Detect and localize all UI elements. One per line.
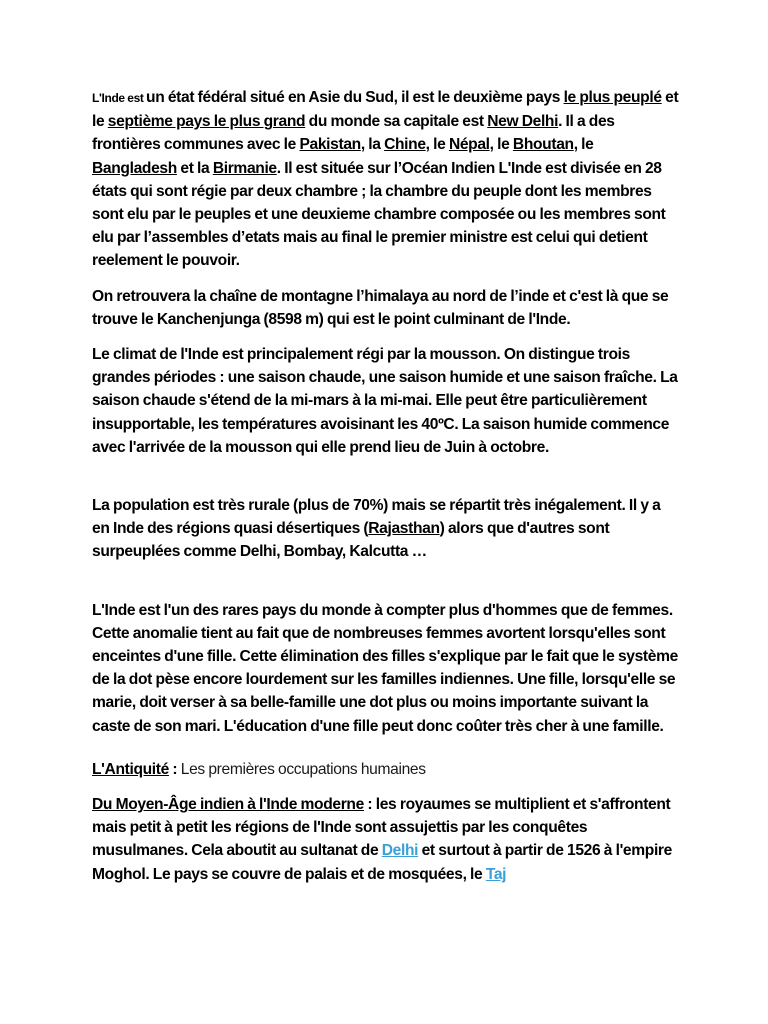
- link-rajasthan[interactable]: Rajasthan: [368, 520, 440, 538]
- text-segment: . Il est située sur l’Océan Indien L'Inde est divisée en 28 états qui sont régie par deux chambre ; la chambre du peuple dont les membres sont elu par le peuples et une deuxieme chambre composée ou les membres sont elu par l’assembles d’etats mais au final le premier ministre est celui qui detient reelement le pouvoir.: [92, 159, 666, 270]
- document-page: [92, 86, 680, 898]
- paragraph-demographics: L'Inde est l'un des rares pays du monde à compter plus d'hommes que de femmes. Cette anomalie tient au fait que de nombreuses femmes avortent lorsqu'elles sont enceintes d'une fille. Cette élimination des filles s'explique par le fait que le système de la dot pèse encore lourdement sur les familles indiennes. Une fille, lorsqu'elle se marie, doit verser à sa belle-famille une dot plus ou moins importante suivant la caste de son mari. L'éducation d'une fille peut donc coûter très cher à une famille.: [92, 601, 678, 735]
- text-segment: :: [168, 760, 181, 778]
- link-septieme-pays[interactable]: septième pays le plus grand: [107, 113, 306, 131]
- text-segment: , la: [360, 136, 385, 154]
- link-chine[interactable]: Chine: [384, 136, 426, 154]
- paragraph-geography: [92, 86, 680, 273]
- link-birmanie[interactable]: Birmanie: [212, 159, 277, 177]
- paragraph-antiquite: [92, 758, 680, 781]
- link-delhi[interactable]: Delhi: [381, 842, 419, 860]
- text-segment: et le: [92, 89, 679, 131]
- text-segment: Les premières occupations humaines: [180, 760, 426, 778]
- paragraph-population: [92, 494, 680, 564]
- link-le-plus-peuple[interactable]: le plus peuplé: [563, 89, 662, 106]
- text-segment: du monde sa capitale est: [305, 113, 488, 131]
- text-segment: , le: [425, 136, 449, 154]
- link-pakistan[interactable]: Pakistan: [299, 136, 361, 154]
- text-segment: La population est très rurale (plus de 70%) mais se répartit très inégalement. Il y a en Inde des régions quasi désertiques (: [92, 497, 661, 538]
- link-new-delhi[interactable]: New Delhi: [487, 113, 559, 131]
- text-segment: . Il a des frontières communes avec le: [92, 113, 615, 154]
- link-taj[interactable]: Taj: [485, 865, 507, 883]
- link-bhoutan[interactable]: Bhoutan: [512, 136, 574, 154]
- link-nepal[interactable]: Népal: [448, 136, 490, 154]
- paragraph-himalaya: On retrouvera la chaîne de montagne l’himalaya au nord de l’inde et c'est là que se trouve le Kanchenjunga (8598 m) qui est le point culminant de l'Inde.: [92, 287, 669, 328]
- blank-line: [92, 750, 680, 758]
- text-segment: , le: [573, 136, 594, 154]
- text-segment: et surtout à partir de 1526 à l'empire Moghol. Le pays se couvre de palais et de mosquées, le: [92, 842, 672, 883]
- text-segment: et la: [176, 159, 213, 177]
- blank-line: [92, 471, 680, 494]
- text-segment: est: [124, 91, 147, 105]
- text-segment: ) alors que d'autres sont surpeuplées comme Delhi, Bombay, Kalcutta …: [92, 520, 610, 561]
- link-antiquite[interactable]: L'Antiquité: [92, 760, 169, 778]
- paragraph-climate: Le climat de l'Inde est principalement régi par la mousson. On distingue trois grandes périodes : une saison chaude, une saison humide et une saison fraîche. La saison chaude s'étend de la mi-mars à la mi-mai. Elle peut être particulièrement insupportable, les températures avoisinant les 40ºC. La saison humide commence avec l'arrivée de la mousson qui elle prend lieu de Juin à octobre.: [92, 346, 678, 456]
- link-moyen-age[interactable]: Du Moyen-Âge indien à l'Inde moderne: [92, 796, 364, 814]
- text-segment: L'Inde: [92, 91, 125, 105]
- text-segment: , le: [489, 136, 513, 154]
- link-bangladesh[interactable]: Bangladesh: [92, 159, 177, 177]
- blank-line: [92, 576, 680, 599]
- text-segment: : les royaumes se multiplient et s'affrontent mais petit à petit les régions de l'Inde sont assujettis par les conquêtes musulmanes. Cela aboutit au sultanat de: [92, 796, 671, 860]
- paragraph-moyen-age: [92, 793, 680, 886]
- text-segment: un état fédéral situé en Asie du Sud, il est le deuxième pays: [146, 89, 564, 106]
